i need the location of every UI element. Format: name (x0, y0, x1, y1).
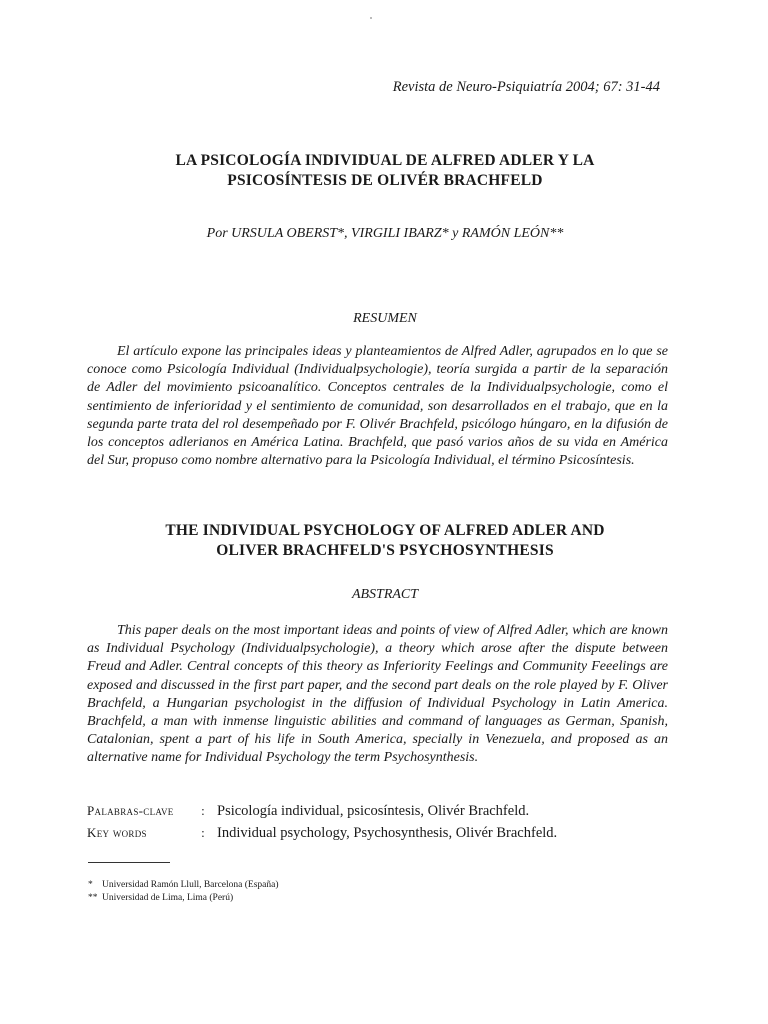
keywords-english-value: Individual psychology, Psychosynthesis, Olivér Brachfeld. (217, 825, 558, 841)
keywords-spanish-value: Psicología individual, psicosíntesis, Olivér Brachfeld. (217, 803, 530, 819)
keywords-english-label (87, 825, 217, 841)
spanish-title-line-2: PSICOSÍNTESIS DE OLIVÉR BRACHFELD (227, 172, 543, 189)
keywords-spanish-colon: : (201, 803, 205, 818)
footnote-2-text: Universidad de Lima, Lima (Perú) (102, 893, 234, 903)
keywords-spanish-label-text: Palabras-clave (87, 803, 174, 818)
spanish-title-line-1: LA PSICOLOGÍA INDIVIDUAL DE ALFRED ADLER Y LA (175, 152, 595, 169)
keywords-english-row (87, 825, 557, 842)
english-abstract: This paper deals on the most important ideas and points of view of Alfred Adler, which are known as Individual Psychology (Individualpsychologie), a theory which arose after the dispute between Freud and Adler. Central concepts of this theory as Inferiority Feelings and Community Feeelings are exposed and discussed in the first part paper, and the second part deals on the role played by F. Oliver Brachfeld, a Hungarian psychologist in the diffusion of Individual Psychology in Latin America. Brachfeld, a man with inmense linguistic abilities and command of languages as German, Spanish, Catalonian, spent a part of his life in South America, specially in Venezuela, and proposed as an alternative name for Individual Psychology the term Psychosynthesis. (87, 623, 668, 766)
author-line: Por URSULA OBERST*, VIRGILI IBARZ* y RAMÓN LEÓN** (206, 226, 564, 241)
resumen-heading: RESUMEN (353, 311, 417, 326)
footnote-1-text: Universidad Ramón Llull, Barcelona (España) (102, 880, 279, 890)
keywords-english-label-text: Key words (87, 825, 147, 840)
spanish-title (90, 151, 680, 191)
journal-citation: Revista de Neuro-Psiquiatría 2004; 67: 31-44 (392, 79, 660, 95)
footnote-1-mark: * (88, 880, 93, 890)
footnote-rule (88, 862, 170, 863)
footnote-1 (88, 880, 279, 890)
footnote-2-mark: ** (88, 893, 98, 903)
english-title-line-2: OLIVER BRACHFELD'S PSYCHOSYNTHESIS (216, 542, 554, 559)
keywords-spanish-label (87, 803, 217, 819)
abstract-heading: ABSTRACT (351, 587, 419, 602)
footnote-2 (88, 893, 233, 903)
english-title (90, 521, 680, 561)
scan-speck (370, 17, 372, 19)
spanish-abstract: El artículo expone las principales ideas y planteamientos de Alfred Adler, agrupados en lo que se conoce como Psicología Individual (Individualpsychologie), teoría surgida a partir de la separación de Adler del movimiento psicoanalítico. Conceptos centrales de la Individualpsychologie, como el sentimiento de inferioridad y el sentimiento de comunidad, son desarrollados en el trabajo, que en la segunda parte trata del rol desempeñado por F. Olivér Brachfeld, psicólogo húngaro, en la difusión de los conceptos adlerianos en América Latina. Brachfeld, que pasó varios años de su vida en América del Sur, propuso como nombre alternativo para la Psicología Individual, el término Psicosíntesis. (87, 344, 668, 469)
keywords-spanish-row (87, 803, 529, 820)
keywords-english-colon: : (201, 825, 205, 840)
english-title-line-1: THE INDIVIDUAL PSYCHOLOGY OF ALFRED ADLER AND (165, 522, 605, 539)
